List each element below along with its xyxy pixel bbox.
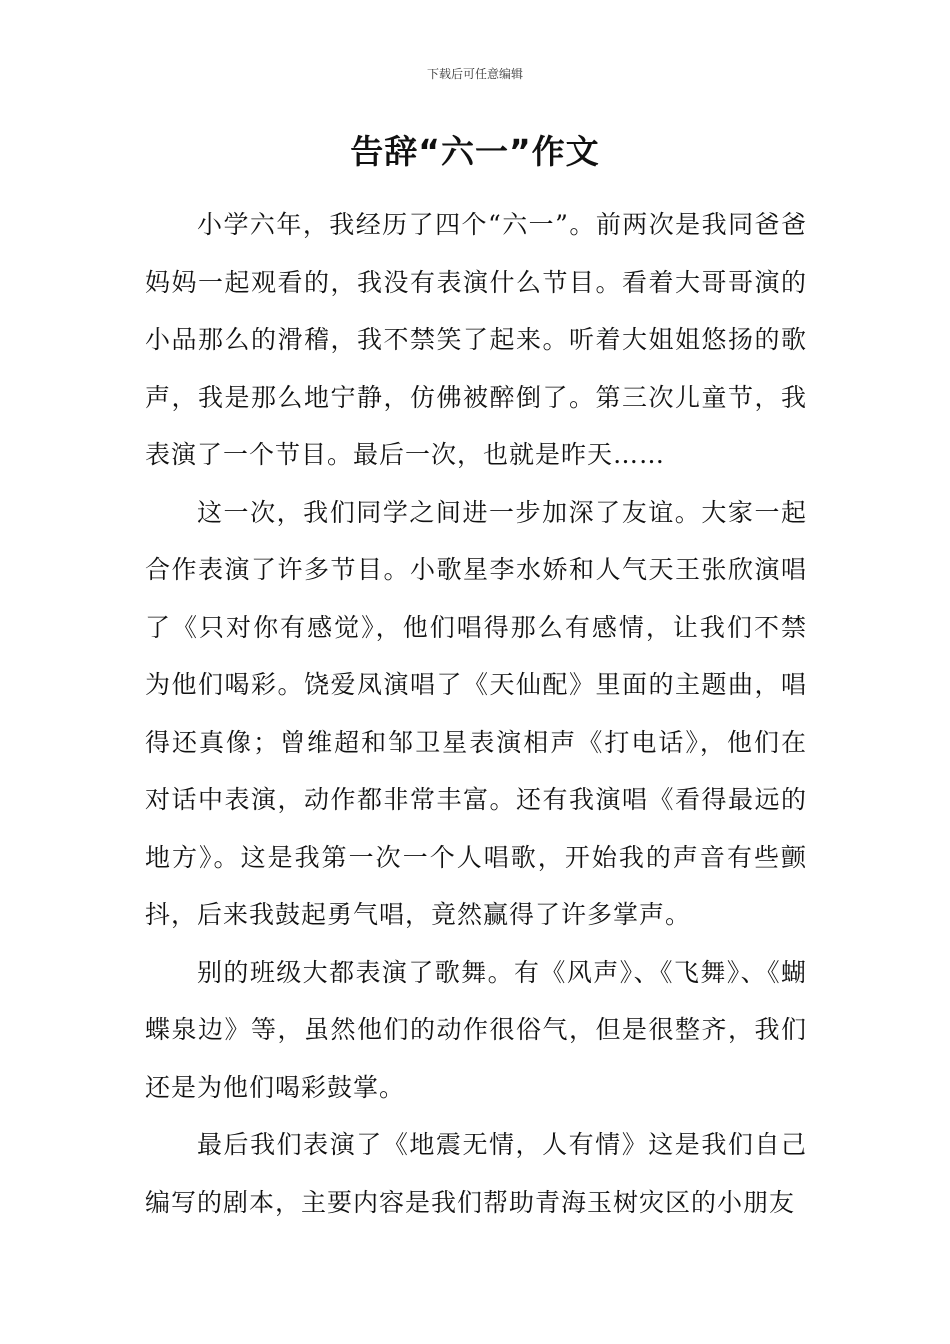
essay-body [145, 196, 807, 1231]
paragraph: 这一次，我们同学之间进一步加深了友谊。大家一起合作表演了许多节目。小歌星李水娇和人气天王张欣演唱了《只对你有感觉》，他们唱得那么有感情，让我们不禁为他们喝彩。饶爱凤演唱了《天仙配》里面的主题曲，唱得还真像；曾维超和邹卫星表演相声《打电话》，他们在对话中表演，动作都非常丰富。还有我演唱《看得最远的地方》。这是我第一次一个人唱歌，开始我的声音有些颤抖，后来我鼓起勇气唱，竟然赢得了许多掌声。 [145, 497, 807, 929]
paragraph: 别的班级大都表演了歌舞。有《风声》、《飞舞》、《蝴蝶泉边》等，虽然他们的动作很俗气，但是很整齐，我们还是为他们喝彩鼓掌。 [145, 957, 807, 1102]
document-title: 告辞“六一”作文 [350, 132, 600, 171]
header-note: 下载后可任意编辑 [426, 67, 523, 81]
paragraph: 小学六年，我经历了四个“六一”。前两次是我同爸爸妈妈一起观看的，我没有表演什么节目。看着大哥哥演的小品那么的滑稽，我不禁笑了起来。听着大姐姐悠扬的歌声，我是那么地宁静，仿佛被醉倒了。第三次儿童节，我表演了一个节目。最后一次，也就是昨天…… [145, 210, 807, 469]
paragraph: 最后我们表演了《地震无情，人有情》这是我们自己编写的剧本，主要内容是我们帮助青海玉树灾区的小朋友 [145, 1130, 807, 1217]
